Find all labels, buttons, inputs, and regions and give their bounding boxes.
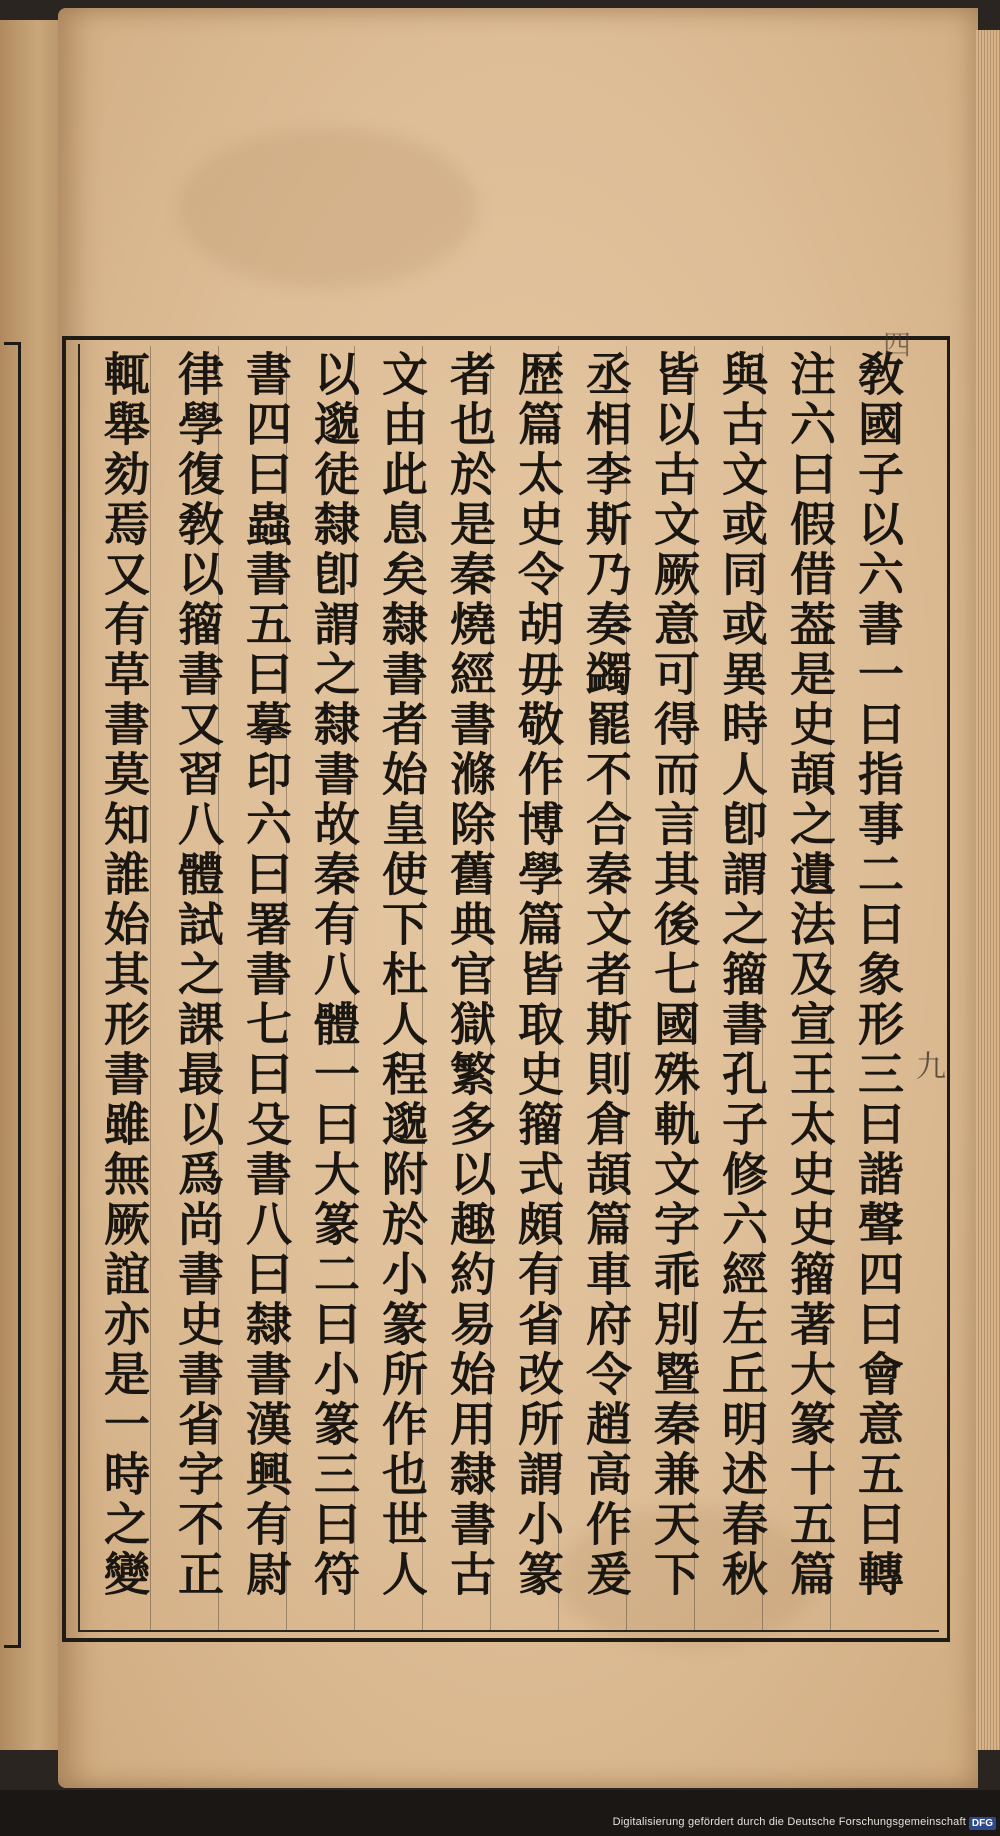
- text-column-9: [302, 350, 366, 1630]
- column-1-text: 敎國子以六書一曰指事二曰象形三曰諧聲四曰會意五曰轉: [851, 350, 905, 1600]
- left-adjacent-page: [0, 20, 62, 1750]
- column-9-text: 以邈徒隸卽謂之隸書故秦有八體一曰大篆二曰小篆三曰符: [307, 350, 361, 1600]
- column-12-text: 輒舉劾焉又有草書莫知誰始其形書雖無厥誼亦是一時之變: [97, 350, 151, 1600]
- text-column-2: [778, 350, 842, 1630]
- column-11-text: 律學復敎以籀書又習八體試之課最以爲尚書史書省字不正: [171, 350, 225, 1600]
- text-column-6: [506, 350, 570, 1630]
- column-2-text: 注六曰假借葢是史頡之遺法及宣王太史史籀著大篆十五篇: [783, 350, 837, 1600]
- text-column-4: [642, 350, 706, 1630]
- text-column-5: [574, 350, 638, 1630]
- page-edge-stack: [976, 30, 1000, 1750]
- column-4-text: 皆以古文厥意可得而言其後七國殊軌文字乖別暨秦兼天下: [647, 350, 701, 1600]
- fold-page-number: 九: [910, 1050, 945, 1080]
- text-column-8: [370, 350, 434, 1630]
- footer-band: [0, 1790, 1000, 1836]
- digitization-credit: Digitalisierung gefördert durch die Deutsche Forschungsgemeinschaft: [612, 1816, 966, 1828]
- text-frame: [62, 336, 950, 1642]
- paper-stain: [178, 128, 478, 288]
- text-column-7: [438, 350, 502, 1630]
- text-column-3: [710, 350, 774, 1630]
- text-column-1: [846, 350, 910, 1630]
- text-column-12: [92, 350, 156, 1630]
- margin-page-label: 四: [879, 330, 912, 362]
- column-8-text: 文由此息矣隸書者始皇使下杜人程邈附於小篆所作也世人: [375, 350, 429, 1600]
- column-5-text: 丞相李斯乃奏蠲罷不合秦文者斯則倉頡篇車府令趙高作爰: [579, 350, 633, 1600]
- text-column-11: [166, 350, 230, 1630]
- left-page-frame: [4, 342, 21, 1648]
- column-6-text: 歴篇太史令胡毋敬作博學篇皆取史籀式頗有省改所謂小篆: [511, 350, 565, 1600]
- dfg-logo: DFG: [969, 1817, 996, 1830]
- column-7-text: 者也於是秦燒經書滌除舊典官獄繁多以趣約易始用隸書古: [443, 350, 497, 1600]
- text-column-10: [234, 350, 298, 1630]
- column-3-text: 與古文或同或異時人卽謂之籀書孔子修六經左丘明述春秋: [715, 350, 769, 1600]
- column-10-text: 書四曰蟲書五曰摹印六曰署書七曰殳書八曰隸書漢興有尉: [239, 350, 293, 1600]
